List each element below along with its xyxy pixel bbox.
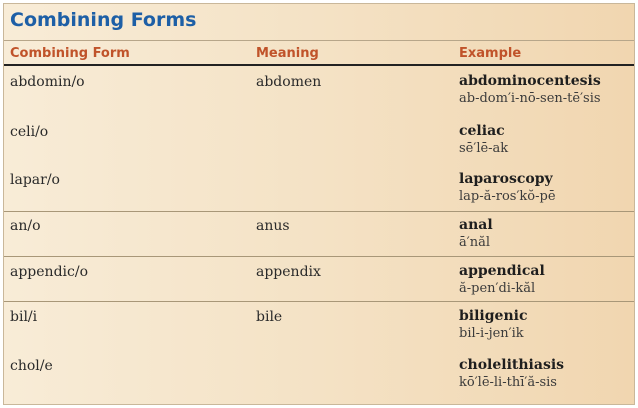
example-word: cholelithiasis: [459, 357, 565, 373]
example-word: celiac: [459, 123, 505, 139]
row-example: [459, 262, 545, 298]
row-meaning: bile: [256, 309, 283, 325]
row-form: lapar/o: [10, 172, 60, 188]
row-meaning: appendix: [256, 264, 321, 280]
example-word: biligenic: [459, 308, 528, 324]
header-meaning: Meaning: [256, 46, 319, 61]
table-title: Combining Forms: [10, 9, 197, 31]
row-example: [459, 216, 493, 252]
row-separator: [4, 301, 634, 302]
row-form: appendic/o: [10, 264, 88, 280]
row-form: abdomin/o: [10, 74, 85, 90]
example-pronunciation: lap-ă-ros′kŏ-pē: [459, 189, 556, 204]
row-meaning: anus: [256, 218, 290, 234]
row-form: chol/e: [10, 358, 53, 374]
example-word: laparoscopy: [459, 171, 553, 187]
example-pronunciation: ă-pen′di-kăl: [459, 281, 536, 296]
example-pronunciation: ab-dom′i-nō-sen-tē′sis: [459, 91, 601, 106]
example-word: anal: [459, 217, 493, 233]
example-pronunciation: sē′lē-ak: [459, 141, 509, 156]
row-separator: [4, 211, 634, 212]
header-example: Example: [459, 46, 522, 61]
row-separator: [4, 256, 634, 257]
header-combining-form: Combining Form: [10, 46, 130, 61]
row-form: bil/i: [10, 309, 38, 325]
example-pronunciation: bil-i-jen′ik: [459, 326, 524, 341]
row-meaning: abdomen: [256, 74, 322, 90]
row-example: [459, 122, 508, 158]
example-word: abdominocentesis: [459, 73, 601, 89]
row-example: [459, 356, 564, 392]
combining-forms-table: [3, 3, 635, 405]
example-pronunciation: ā′năl: [459, 235, 490, 250]
header-rule: [4, 64, 634, 66]
table-header-row: [4, 40, 634, 65]
row-example: [459, 307, 527, 343]
row-form: an/o: [10, 218, 41, 234]
row-example: [459, 72, 601, 108]
row-form: celi/o: [10, 124, 49, 140]
example-pronunciation: kō′lē-li-thī′ă-sis: [459, 375, 557, 390]
row-example: [459, 170, 556, 206]
example-word: appendical: [459, 263, 545, 279]
